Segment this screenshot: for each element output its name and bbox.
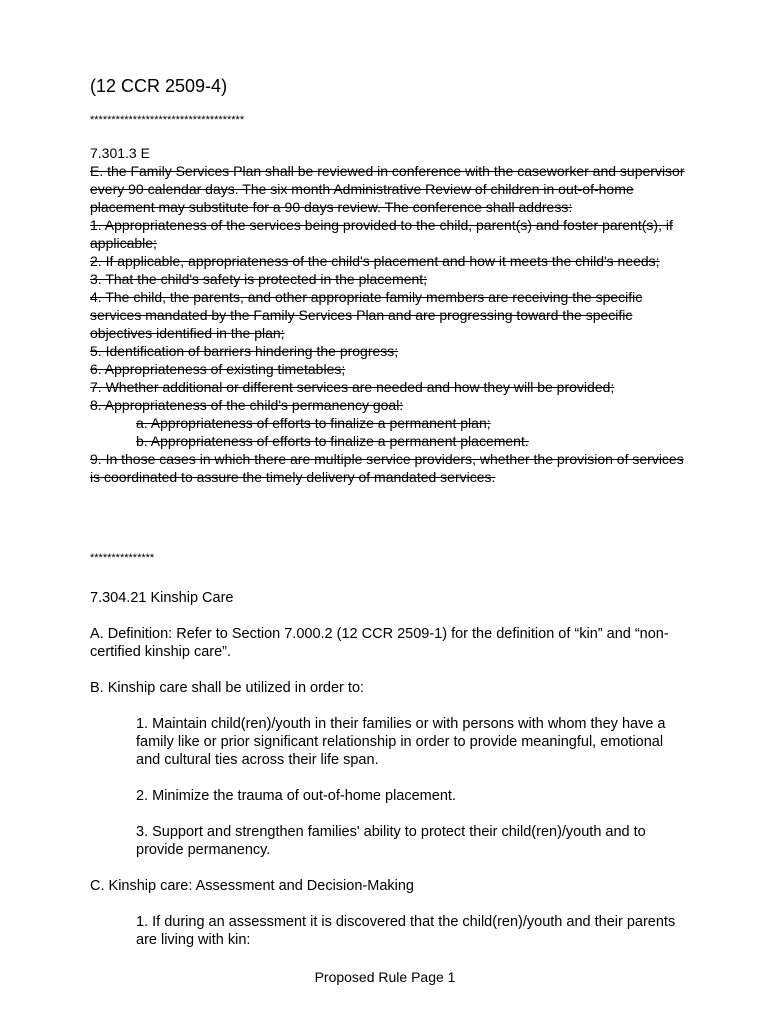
struck-list-item: 8. Appropriateness of the child's permanency goal: [90, 397, 404, 413]
section-label: 7.301.3 E [90, 145, 150, 161]
page-heading: (12 CCR 2509-4) [90, 76, 228, 96]
list-item: 3. Support and strengthen families' ability to protect their child(ren)/youth and to provide permanency. [136, 824, 646, 858]
section-7-304-21 [90, 589, 690, 949]
struck-list-item: 2. If applicable, appropriateness of the child's placement and how it meets the child's needs; [90, 253, 660, 269]
struck-paragraph: E. the Family Services Plan shall be reviewed in conference with the caseworker and supervisor every 90 calendar days. The six month Administrative Review of children in out-of-home placement may substitute for a 90 days review. The conference shall address: [90, 163, 685, 215]
struck-sub-item: a. Appropriateness of efforts to finalize a permanent plan; [136, 415, 491, 431]
struck-list-item: 6. Appropriateness of existing timetables; [90, 361, 346, 377]
paragraph-c: C. Kinship care: Assessment and Decision-Making [90, 878, 414, 894]
struck-list-item: 1. Appropriateness of the services being provided to the child, parent(s) and foster parent(s), if applicable; [90, 217, 673, 251]
separator-stars: ************************************ [90, 114, 245, 126]
separator-stars: *************** [90, 552, 155, 564]
list-item: 1. If during an assessment it is discovered that the child(ren)/youth and their parents are living with kin: [136, 914, 676, 948]
struck-list-item: 9. In those cases in which there are multiple service providers, whether the provision of services is coordinated to assure the timely delivery of mandated services. [90, 451, 684, 485]
struck-list-item: 5. Identification of barriers hindering the progress; [90, 343, 399, 359]
paragraph-b: B. Kinship care shall be utilized in order to: [90, 680, 365, 696]
paragraph-a: A. Definition: Refer to Section 7.000.2 (12 CCR 2509-1) for the definition of “kin” and “non-certified kinship care”. [90, 626, 669, 660]
page-footer: Proposed Rule Page 1 [314, 969, 456, 985]
struck-list-item: 7. Whether additional or different services are needed and how they will be provided; [90, 379, 615, 395]
struck-sub-item: b. Appropriateness of efforts to finalize a permanent placement. [136, 433, 529, 449]
list-item: 2. Minimize the trauma of out-of-home placement. [136, 788, 456, 804]
list-item: 1. Maintain child(ren)/youth in their families or with persons with whom they have a family like or prior significant relationship in order to provide meaningful, emotional and cultural ties across their life span. [136, 716, 666, 768]
section-title: 7.304.21 Kinship Care [90, 590, 234, 606]
section-7-301-3 [90, 144, 690, 486]
struck-list-item: 3. That the child's safety is protected in the placement; [90, 271, 428, 287]
struck-list-item: 4. The child, the parents, and other appropriate family members are receiving the specific services mandated by the Family Services Plan and are progressing toward the specific objectives identified in the plan; [90, 289, 643, 341]
